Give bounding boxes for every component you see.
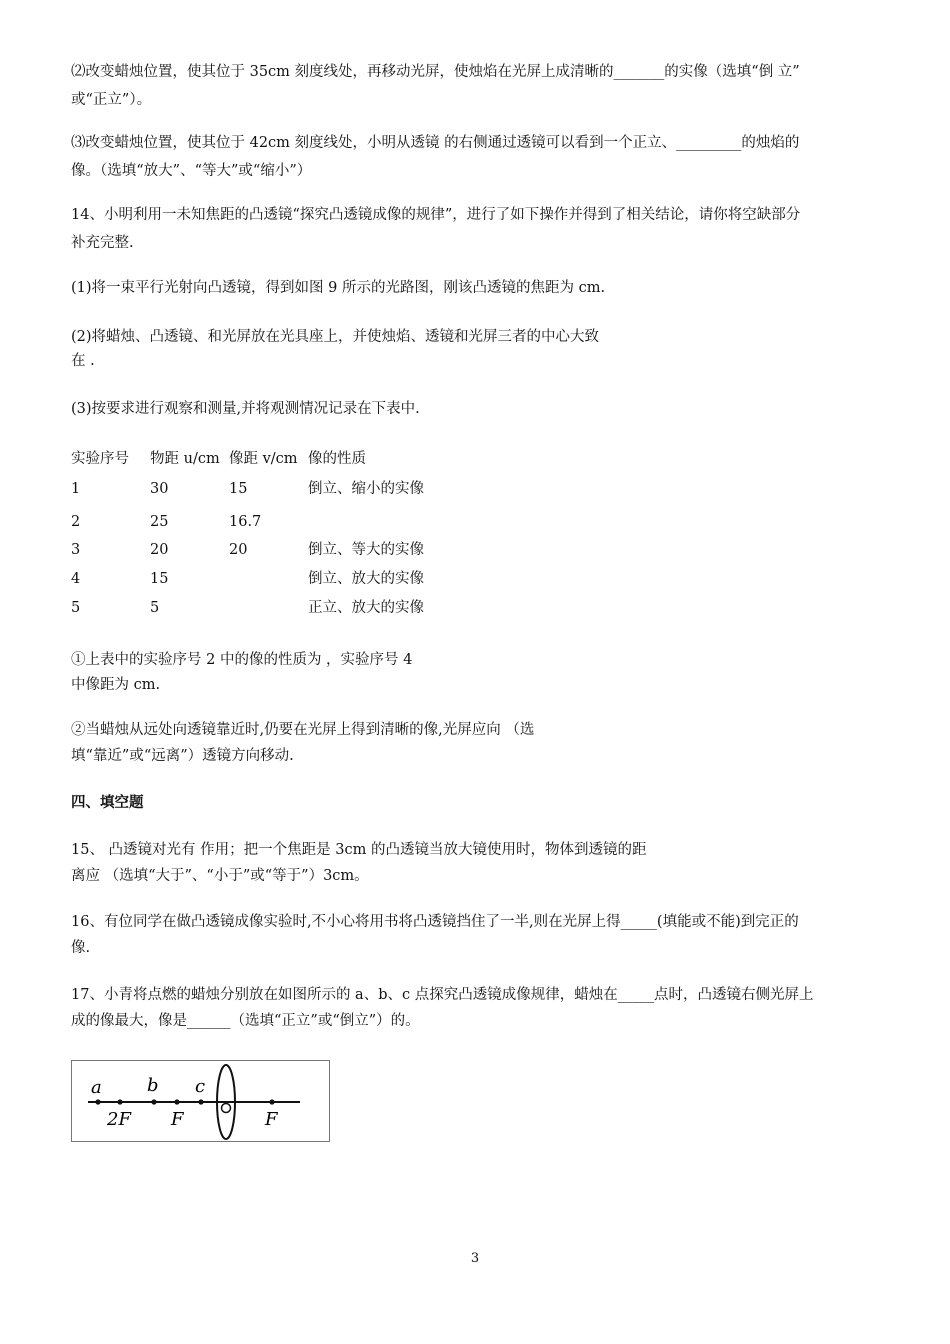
label-c: c — [195, 1076, 206, 1097]
table-cell: 15 — [229, 481, 248, 497]
table-header: 像的性质 — [308, 451, 366, 467]
text-line: 离应 （选填“大于”、“小于”或“等于”）3cm。 — [71, 868, 369, 884]
point-2f — [117, 1099, 122, 1104]
text-line: ⑶改变蜡烛位置，使其位于 42cm 刻度线处，小明从透镜 的右侧通过透镜可以看到一个正立、_________的烛焰的 — [71, 135, 800, 151]
table-cell: 20 — [229, 542, 248, 558]
label-f-right: F — [265, 1109, 278, 1130]
point-c — [198, 1099, 203, 1104]
text-line: 像. — [71, 940, 91, 956]
point-b — [151, 1099, 156, 1104]
text-line: 在 . — [71, 353, 95, 369]
text-line: 中像距为 cm. — [71, 677, 161, 693]
label-2f: 2F — [107, 1109, 131, 1130]
section-heading: 四、填空题 — [71, 795, 144, 811]
label-f-left: F — [171, 1109, 184, 1130]
question-16: 16、有位同学在做凸透镜成像实验时,不小心将用书将凸透镜挡住了一半,则在光屏上得_____(填能或不能)到完正的 — [71, 914, 799, 930]
page-number: 3 — [470, 1251, 480, 1266]
label-a: a — [91, 1077, 102, 1098]
table-cell: 正立、放大的实像 — [308, 600, 424, 616]
text-line: 补充完整. — [71, 235, 134, 251]
text-line: 像。（选填“放大”、“等大”或“缩小”） — [71, 163, 312, 179]
table-header: 物距 u/cm — [150, 451, 220, 467]
table-cell: 倒立、缩小的实像 — [308, 481, 424, 497]
table-cell: 30 — [150, 481, 169, 497]
table-cell: 20 — [150, 542, 169, 558]
table-cell: 5 — [150, 600, 160, 616]
point-f-left — [174, 1099, 179, 1104]
question-17: 17、小青将点燃的蜡烛分别放在如图所示的 a、b、c 点探究凸透镜成像规律，蜡烛在_____点时，凸透镜右侧光屏上 — [71, 987, 814, 1003]
table-cell: 倒立、等大的实像 — [308, 542, 424, 558]
question-14-stem: 14、小明利用一未知焦距的凸透镜“探究凸透镜成像的规律”，进行了如下操作并得到了相关结论，请你将空缺部分 — [71, 207, 801, 223]
lens-diagram — [72, 1061, 329, 1141]
point-a — [95, 1099, 100, 1104]
lens-figure — [71, 1060, 330, 1142]
table-cell: 15 — [150, 571, 169, 587]
text-line: 或“正立”）。 — [71, 92, 152, 108]
text-line: (2)将蜡烛、凸透镜、和光屏放在光具座上，并使烛焰、透镜和光屏三者的中心大致 — [71, 329, 600, 345]
optical-center — [222, 1104, 231, 1113]
table-cell: 5 — [71, 600, 81, 616]
text-line: ①上表中的实验序号 2 中的像的性质为 ，实验序号 4 — [71, 652, 413, 668]
table-cell: 25 — [150, 514, 169, 530]
table-cell: 3 — [71, 542, 81, 558]
label-b: b — [147, 1075, 159, 1096]
point-f-right — [269, 1099, 274, 1104]
table-cell: 倒立、放大的实像 — [308, 571, 424, 587]
table-header: 像距 v/cm — [229, 451, 298, 467]
table-cell: 4 — [71, 571, 81, 587]
table-header: 实验序号 — [71, 451, 129, 467]
text-line: (3)按要求进行观察和测量,并将观测情况记录在下表中. — [71, 401, 420, 417]
question-15: 15、 凸透镜对光有 作用；把一个焦距是 3cm 的凸透镜当放大镜使用时，物体到透镜的距 — [71, 842, 647, 858]
table-cell: 1 — [71, 481, 81, 497]
text-line: 填“靠近”或“远离”）透镜方向移动. — [71, 748, 294, 764]
table-cell: 16.7 — [229, 514, 262, 530]
text-line: ⑵改变蜡烛位置，使其位于 35cm 刻度线处，再移动光屏，使烛焰在光屏上成清晰的_______的实像（选填“倒 立” — [71, 64, 800, 80]
text-line: 成的像最大，像是______（选填“正立”或“倒立”）的。 — [71, 1013, 420, 1029]
text-line: (1)将一束平行光射向凸透镜，得到如图 9 所示的光路图，刚该凸透镜的焦距为 cm. — [71, 280, 606, 296]
text-line: ②当蜡烛从远处向透镜靠近时,仍要在光屏上得到清晰的像,光屏应向 （选 — [71, 722, 535, 738]
table-cell: 2 — [71, 514, 81, 530]
